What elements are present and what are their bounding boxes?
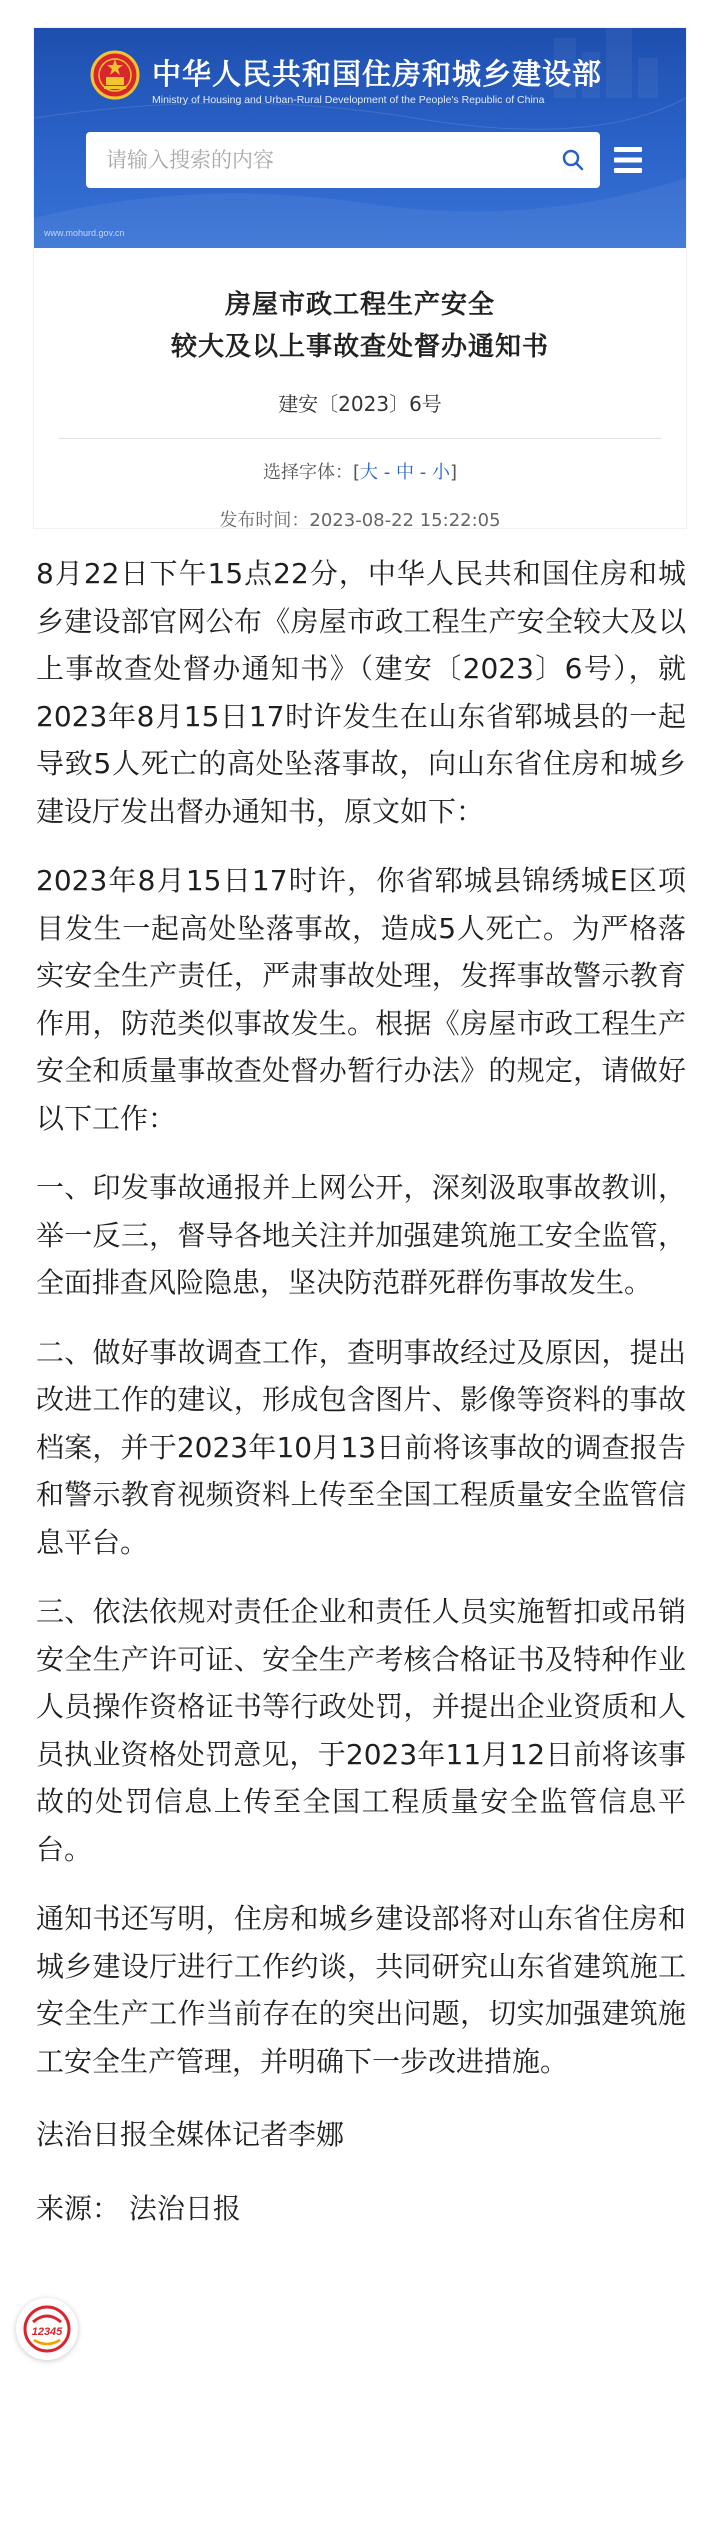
article-source: 来源： 法治日报 — [36, 2191, 241, 2225]
hotline-badge[interactable] — [16, 2298, 78, 2360]
notice-title-line1: 房屋市政工程生产安全 — [224, 290, 495, 320]
article-paragraph: 2023年8月15日17时许，你省郓城县锦绣城E区项目发生一起高处坠落事故，造成5人死亡。为严格落实安全生产责任，严肃事故处理，发挥事故警示教育作用，防范类似事故发生。根据《房屋市政工程生产安全和质量事故查处督办暂行办法》的规定，请做好以下工作： — [36, 864, 686, 1135]
font-select-close: ] — [449, 462, 457, 483]
font-medium-option[interactable]: 中 — [396, 462, 414, 483]
site-header — [34, 28, 686, 248]
site-domain-watermark: www.mohurd.gov.cn — [44, 228, 125, 238]
notice-title-line2: 较大及以上事故查处督办通知书 — [170, 332, 549, 362]
font-separator: - — [378, 462, 396, 483]
national-emblem-icon — [90, 50, 140, 100]
reporter-byline: 法治日报全媒体记者李娜 — [36, 2118, 345, 2151]
document-number: 建安〔2023〕6号 — [278, 392, 442, 416]
article-paragraph: 三、依法依规对责任企业和责任人员实施暂扣或吊销安全生产许可证、安全生产考核合格证书及特种作业人员操作资格证书等行政处罚，并提出企业资质和人员执业资格处罚意见，于2023年11月12日前将该事故的处罚信息上传至全国工程质量安全监管信息平台。 — [36, 1595, 686, 1866]
divider — [58, 438, 662, 439]
font-large-option[interactable]: 大 — [360, 462, 379, 483]
publish-time: 发布时间：2023-08-22 15:22:05 — [219, 510, 501, 528]
badge-label: 12345 — [31, 2326, 63, 2338]
search-icon[interactable] — [560, 147, 586, 173]
menu-icon[interactable] — [608, 140, 648, 180]
article-paragraph: 通知书还写明，住房和城乡建设部将对山东省住房和城乡建设厅进行工作约谈，共同研究山东省建筑施工安全生产工作当前存在的突出问题，切实加强建筑施工安全生产管理，并明确下一步改进措施。 — [36, 1902, 686, 2078]
article-paragraph: 8月22日下午15点22分，中华人民共和国住房和城乡建设部官网公布《房屋市政工程生产安全较大及以上事故查处督办通知书》（建安〔2023〕6号），就2023年8月15日17时许发生在山东省郓城县的一起导致5人死亡的高处坠落事故，向山东省住房和城乡建设厅发出督办通知书，原文如下： — [36, 557, 686, 828]
article-body — [36, 550, 686, 2258]
font-size-selector — [34, 458, 686, 484]
font-separator: - — [414, 462, 432, 483]
article-paragraph: 一、印发事故通报并上网公开，深刻汲取事故教训，举一反三，督导各地关注并加强建筑施工安全监管，全面排查风险隐患，坚决防范群死群伤事故发生。 — [36, 1171, 686, 1299]
search-input[interactable] — [106, 132, 536, 188]
hotline-badge-icon — [22, 2304, 72, 2354]
ministry-name-en: Ministry of Housing and Urban-Rural Development of the People's Republic of China — [152, 94, 545, 106]
article-paragraph: 二、做好事故调查工作，查明事故经过及原因，提出改进工作的建议，形成包含图片、影像等资料的事故档案，并于2023年10月13日前将该事故的调查报告和警示教育视频资料上传至全国工程质量安全监管信息平台。 — [36, 1335, 686, 1559]
embedded-webpage-screenshot — [34, 28, 686, 528]
font-select-label: 选择字体：[ — [263, 462, 361, 483]
font-small-option[interactable]: 小 — [431, 462, 450, 483]
search-box — [86, 132, 600, 188]
ministry-name-cn: 中华人民共和国住房和城乡建设部 — [152, 57, 603, 91]
